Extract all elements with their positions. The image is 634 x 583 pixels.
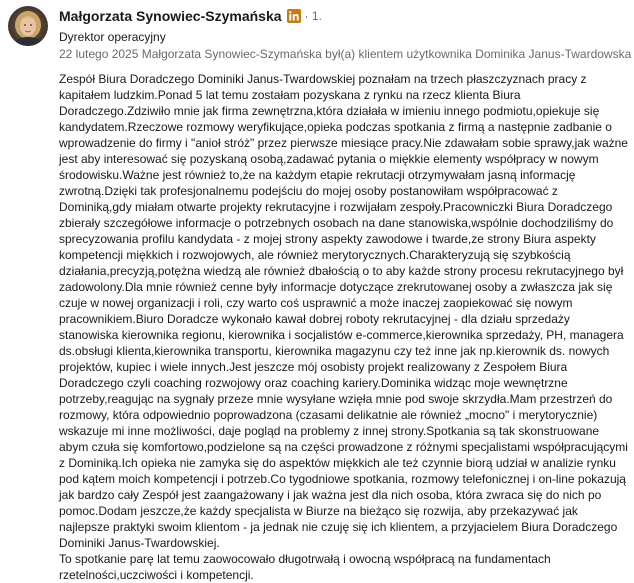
profile-photo-icon [8, 6, 48, 46]
author-avatar[interactable] [8, 6, 48, 46]
author-name[interactable]: Małgorzata Synowiec-Szymańska [59, 8, 282, 24]
author-name-row [59, 6, 626, 26]
author-title: Dyrektor operacyjny [59, 30, 166, 44]
recommendation-text: Zespół Biura Doradczego Dominiki Janus-Twardowskiej poznałam na trzech płaszczyznach pracy z kapitałem ludzkim.Ponad 5 lat temu zostałam pozyskana z rynku na rzecz klienta Biura Doradczego.Zdziwiło mnie jak firma zewnętrzna,która działała w imieniu innego podmiotu,opiekuje się kandydatem.Rzeczowe rozmowy weryfikujące,opieka podczas spotkania z firmą a następnie zadbanie o wprowadzenie do firmy i "anioł stróż" przez pierwsze miesiące pracy.Nie zdawałam sobie sprawy,jak ważne jest aby interesować się pozyskaną osobą,zadawać pytania o miękkie elementy współpracy w nowym środowisku.Ważne jest również to,że na każdym etapie rekrutacji otrzymywałam jasną informację zwrotną.Dzięki tak profesjonalnemu podejściu do mojej osoby postanowiłam współpracować z Dominiką,gdy miałam otwarte projekty rekrutacyjne i rozwijałam zespoły.Pracowniczki Biura Doradczego zbierały szczegółowe informacje o potrzebnych osobach na dane stanowiska,wspólnie dochodziliśmy do sprecyzowania profilu kandydata - z mojej strony aspekty zawodowe i twarde,ze strony Biura aspekty kompetencji miękkich i rozwojowych, ale również merytorycznych.Charakteryzują się szybkością działania,precyzją,potężna wiedzą ale również dbałością o to aby każde strony procesu rekrutacyjnego był zadowolony.Dla mnie również cenne były informacje dotyczące zrekrutowanej osoby a zwłaszcza jak się czuje w nowej organizacji i roli, czy warto coś usprawnić a może inaczej zaopiekować się nowym pracownikiem.Biuro Doradcze wykonało kawał dobrej roboty rekrutacyjnej - dla działu sprzedaży stanowiska kierownika regionu, kierownika i socjalistów e-commerce,kierownika sprzedaży, PH, managera ds.obsługi klienta,kierownika transportu, kierownika magazynu czy też inne jak np.kierownik ds. nowych projektów, kupiec i wiele innych.Jest jeszcze mój osobisty projekt realizowany z Zespołem Biura Doradczego czyli coaching rozwojowy oraz coaching kariery.Dominika widząc moje wewnętrzne potrzeby,reagując na sygnały przeze mnie wysyłane wzięła mnie pod swoje skrzydła.Mam przestrzeń do rozmowy, która odpowiednio poprowadzona (czasami delikatnie ale również „mocno" i merytorycznie) wskazuje mi inne możliwości, daje pogląd na problemy z innej strony.Spotkania są tak skonstruowane abym czuła się komfortowo,podzielone są na części prowadzone z różnymi specjalistami współpracującymi z Dominiką.Ich opieka nie zamyka się do aspektów miękkich ale też czynnie biorą udział w analizie rynku pod kątem moich kompetencji i potrzeb.Co tygodniowe spotkania, rozmowy telefonicznej i on-line pokazują jak bardzo cały Zespół jest zaangażowany i jak ważna jest dla nich osoba, która zwraca się do nich po pomoc.Dodam jeszcze,że każdy specjalista w Biurze na bieżąco się rozwija, aby przekazywać jak najlepsze praktyki swoim klientom - ja jednak nie czuję się ich klientem, a przyjacielem Biura Doradczego Dominiki Janus-Twardowskiej. To spotkanie parę lat temu zaowocowało długotrwałą i owocną współpracą na fundamentach rzetelności,uczciwości i kompetencji. [59, 72, 628, 582]
recommendation-meta: 22 lutego 2025 Małgorzata Synowiec-Szymańska był(a) klientem użytkownika Dominika Janus-Twardowska [59, 47, 632, 61]
connection-degree: · 1. [304, 9, 322, 23]
linkedin-icon [287, 9, 301, 23]
recommendation-header [59, 6, 632, 62]
